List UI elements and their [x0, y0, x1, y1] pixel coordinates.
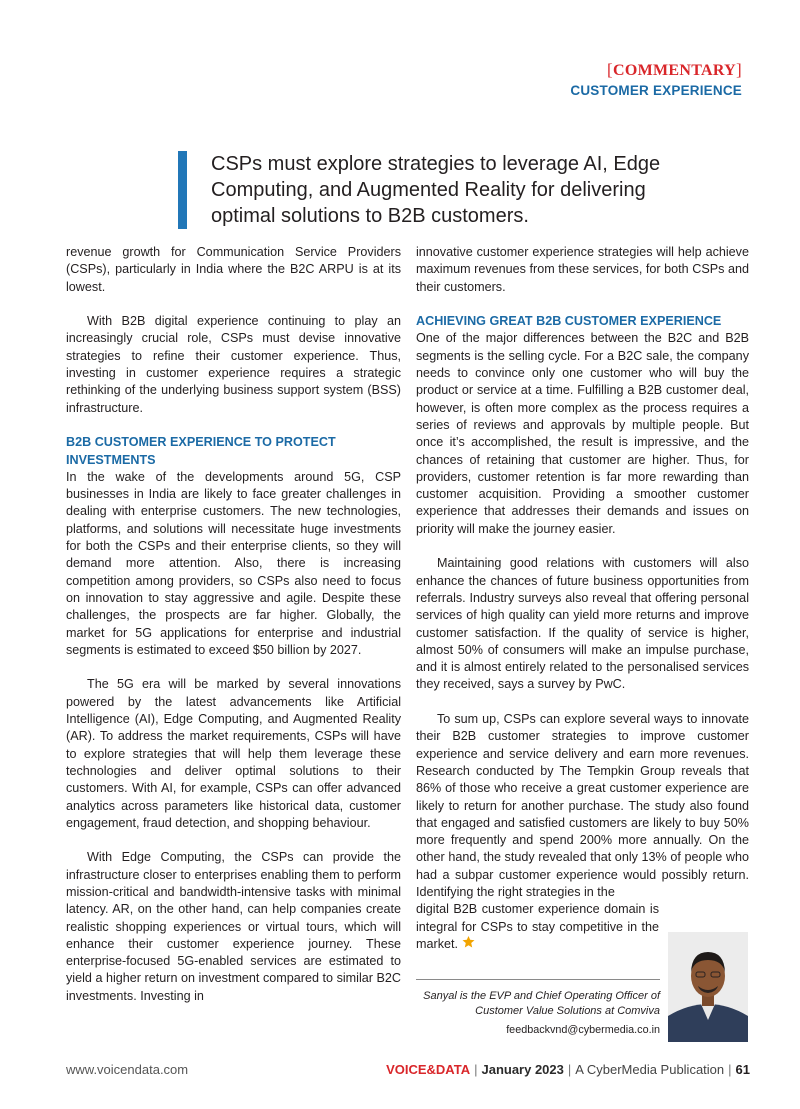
author-portrait-icon [668, 932, 748, 1042]
paragraph: To sum up, CSPs can explore several ways to innovate their B2B customer strategies to improve customer experience and service delivery and earn more revenues. Research conducted by The Tempkin Group reveals that 86% of those who receive a great customer experience are likely to return for another purchase. The study also found that engaged and satisfied customers are likely to buy 50% more frequently and spend 200% more annually. On the other hand, the study revealed that only 13% of people who had a subpar customer experience would possibly return. Identifying the right strategies in the [416, 712, 749, 899]
footer-publication-info [386, 1062, 750, 1077]
paragraph: revenue growth for Communication Service Providers (CSPs), particularly in India where the B2C ARPU is at its lowest. [66, 245, 401, 294]
paragraph: The 5G era will be marked by several innovations powered by the latest advancements like Artificial Intelligence (AI), Edge Computing, and Augmented Reality (AR). To address the market requirements, CSPs will have to explore strategies that will help them leverage these technologies and deliver optimal solutions to their customers. With AI, for example, CSPs can offer advanced analytics across parameters like historical data, customer engagement, fraud detection, and shopping behaviour. [66, 677, 401, 830]
commentary-tag [570, 60, 742, 80]
author-photo [668, 932, 748, 1042]
closing-text [416, 901, 659, 953]
separator: | [474, 1062, 478, 1077]
closing-sentence: digital B2B customer experience domain is integral for CSPs to stay competitive in the market. [416, 902, 659, 951]
section-title: CUSTOMER EXPERIENCE [570, 83, 742, 98]
pullquote: CSPs must explore strategies to leverage AI, Edge Computing, and Augmented Reality for delivering optimal solutions to B2B customers. [178, 151, 681, 229]
left-column [66, 244, 401, 1022]
brand-name: VOICE&DATA [386, 1062, 471, 1077]
end-mark-icon [462, 936, 475, 953]
issue-date: January 2023 [481, 1062, 564, 1077]
paragraph: One of the major differences between the B2C and B2B segments is the selling cycle. For a B2C sale, the company needs to convince only one customer who will buy the product or service at a time. Fulfilling a B2B customer deal, however, is often more complex as the process requires a series of reviews and approvals by multiple people. But once it’s accomplished, the result is impressive, and the chances of retaining that customer are higher. Thus, for providers, customer retention is far more rewarding than customer acquisition. Providing a smoother customer experience that addresses their demands and issues on priority will make the journey easier. [416, 331, 749, 536]
separator: | [567, 1062, 572, 1077]
publisher: A CyberMedia Publication [575, 1062, 725, 1077]
paragraph: In the wake of the developments around 5G, CSP businesses in India are likely to face greater challenges in dealing with enterprise customers. The new technologies, platforms, and solutions will necessitate huge investments for both the CSPs and their enterprise clients, so they will demand more attention. Also, there is increasing competition among providers, so CSPs also need to focus on innovation to stay aggressive and agile. Despite these challenges, the prospects are far higher. Globally, the market for 5G applications for enterprise and industrial segments is estimated to exceed $50 billion by 2027. [66, 469, 401, 657]
author-email[interactable]: feedbackvnd@cybermedia.co.in [506, 1024, 660, 1036]
bracket-open: [ [607, 60, 614, 79]
bracket-close: ] [736, 60, 742, 79]
paragraph: With Edge Computing, the CSPs can provide the infrastructure closer to enterprises enabling them to perform mission-critical and bandwidth-intensive tasks with minimal latency. AR, on the other hand, can help companies create realistic shopping experiences or virtual tours, which will enhance their customer experience journey. These enterprise-focused 5G-enabled services are estimated to yield a higher return on investment compared to similar B2C investments. Investing in [66, 850, 401, 1003]
right-column [416, 244, 749, 953]
website-link[interactable]: www.voicendata.com [66, 1062, 189, 1077]
subheading: ACHIEVING GREAT B2B CUSTOMER EXPERIENCE [416, 314, 722, 329]
paragraph: Maintaining good relations with customers will also enhance the chances of future business opportunities from referrals. Industry surveys also reveal that offering personal services of high quality can yield more returns and improve customer satisfaction. If the quality of service is higher, almost 50% of consumers will make an impulse purchase, and it is almost entirely related to the personalised services they received, says a survey by PwC. [416, 556, 749, 692]
commentary-label: COMMENTARY [613, 62, 737, 79]
page-number: 61 [735, 1062, 750, 1077]
paragraph: With B2B digital experience continuing to play an increasingly crucial role, CSPs must devise innovative strategies to refine their customer experience. Thus, investing in customer experience requires a strategic rethinking of the underlying business support system (BSS) infrastructure. [66, 314, 401, 415]
paragraph: innovative customer experience strategies will help achieve maximum revenues from these services, for both CSPs and their customers. [416, 245, 749, 294]
subheading: B2B CUSTOMER EXPERIENCE TO PROTECT INVESTMENTS [66, 435, 336, 467]
author-description: Sanyal is the EVP and Chief Operating Officer of Customer Value Solutions at Comviva [423, 990, 660, 1017]
separator: | [728, 1062, 732, 1077]
section-header [570, 60, 742, 98]
author-bio [416, 979, 660, 1036]
